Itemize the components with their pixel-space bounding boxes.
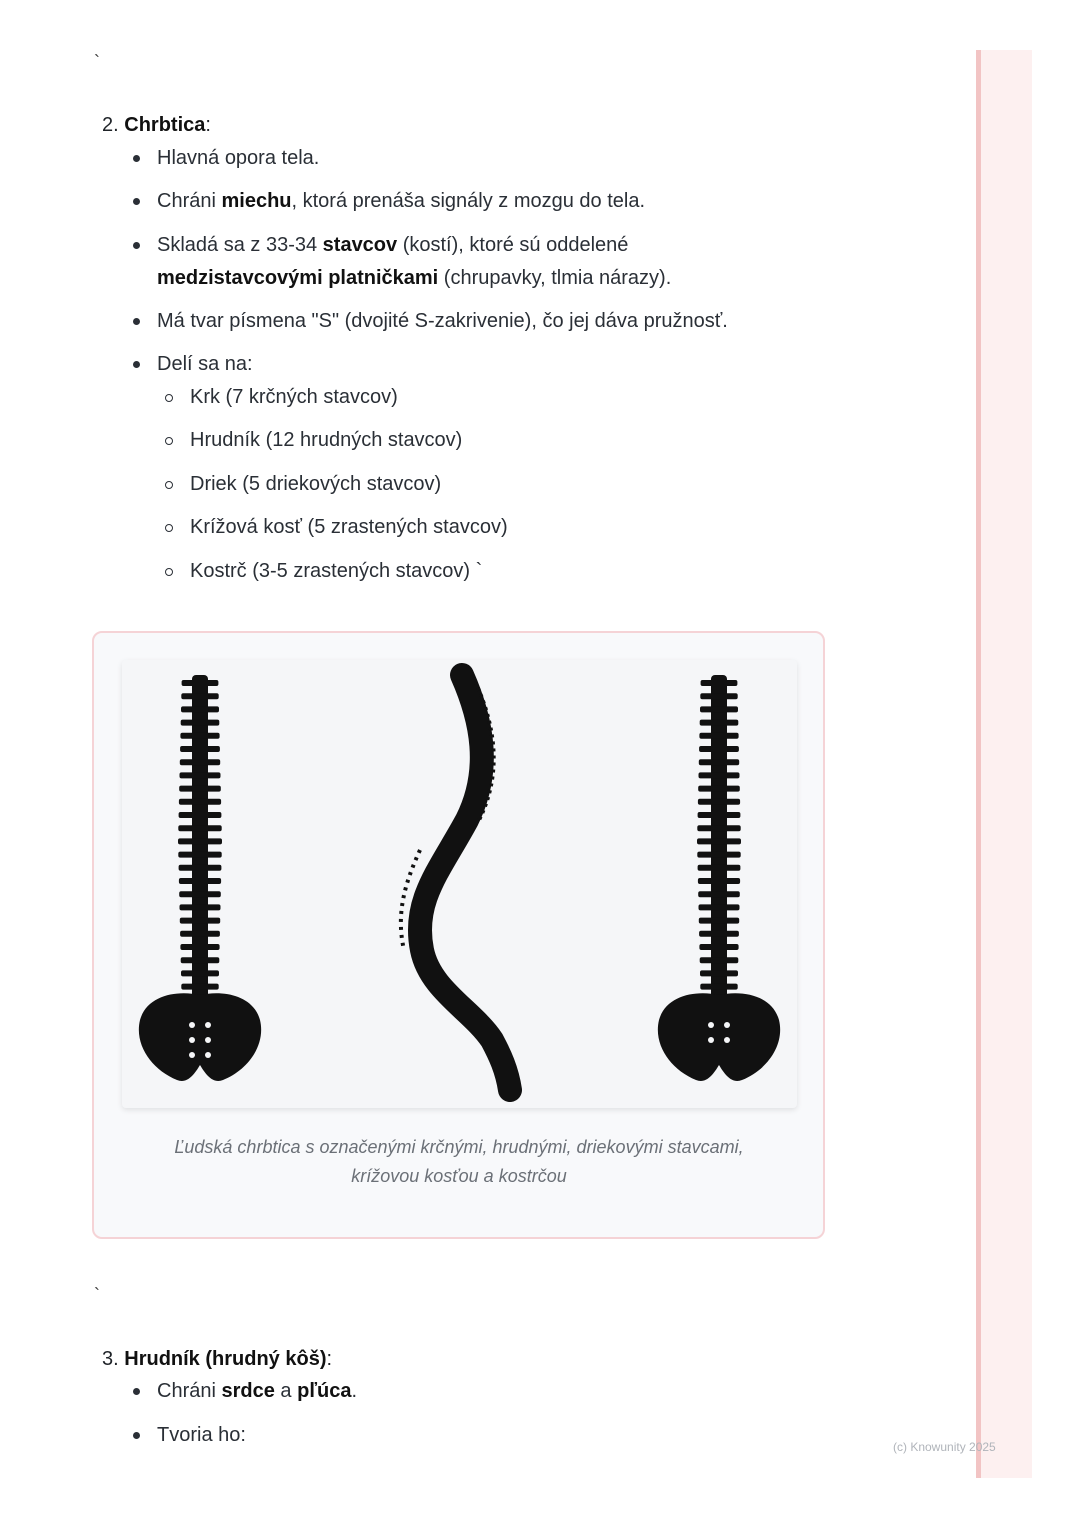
- section-title: Chrbtica: [124, 114, 206, 136]
- sub-list-item: Kostrč (3-5 zrastených stavcov) `: [190, 560, 483, 582]
- list-item-text: (kostí), ktoré sú oddelené: [397, 234, 629, 256]
- list-item: [157, 142, 857, 175]
- list-item: [157, 229, 857, 295]
- section-title: Hrudník (hrudný kôš): [124, 1348, 327, 1370]
- bullet-dot: [133, 155, 140, 162]
- list-item-text: .: [351, 1380, 358, 1402]
- list-item-bold: srdce: [221, 1380, 275, 1402]
- section-colon: :: [326, 1348, 333, 1370]
- list-item-text: Chráni: [157, 1380, 222, 1402]
- list-item-bold: miechu: [221, 190, 292, 212]
- list-item-bold: medzistavcovými platničkami: [157, 267, 439, 289]
- list-item-text: Má tvar písmena "S" (dvojité S-zakrivenie), čo jej dáva pružnosť.: [157, 310, 728, 332]
- sub-list-item: Krížová kosť (5 zrastených stavcov): [190, 516, 508, 538]
- spine-illustration: [122, 660, 797, 1108]
- list-item-text: Skladá sa z 33-34: [157, 234, 323, 256]
- bullet-dot: [133, 318, 140, 325]
- list-item-bold: stavcov: [322, 234, 398, 256]
- sub-bullet-circle: [165, 481, 173, 489]
- section-heading-chrbtica: [102, 112, 211, 138]
- list-item: [157, 305, 857, 338]
- list-item: [157, 1375, 857, 1408]
- margin-strip: [976, 50, 1032, 1478]
- list-item-text: Delí sa na:: [157, 353, 253, 375]
- sub-list-item: Driek (5 driekových stavcov): [190, 473, 442, 495]
- watermark: (c) Knowunity 2025: [893, 1440, 996, 1454]
- sub-list-item: Hrudník (12 hrudných stavcov): [190, 429, 463, 451]
- bullet-dot: [133, 1432, 140, 1439]
- section-number: 2.: [102, 114, 119, 136]
- list-item-text: Hlavná opora tela.: [157, 147, 320, 169]
- figure-caption: [120, 1133, 798, 1191]
- backtick-middle: `: [94, 1285, 100, 1305]
- section-heading-hrudnik: [102, 1346, 332, 1372]
- bullet-dot: [133, 1388, 140, 1395]
- sub-bullet-circle: [165, 394, 173, 402]
- spine-side-view-icon: [401, 675, 510, 1090]
- list-item-text: (chrupavky, tlmia nárazy).: [438, 267, 672, 289]
- sub-bullet-circle: [165, 437, 173, 445]
- list-item-text: , ktorá prenáša signály z mozgu do tela.: [291, 190, 646, 212]
- caption-line: krížovou kosťou a kostrčou: [351, 1166, 567, 1186]
- bullet-dot: [133, 198, 140, 205]
- section-number: 3.: [102, 1348, 119, 1370]
- sub-list-item: Krk (7 krčných stavcov): [190, 386, 398, 408]
- list-item-bold: pľúca: [297, 1380, 352, 1402]
- list-item-text: a: [274, 1380, 298, 1402]
- sub-bullet-circle: [165, 524, 173, 532]
- bullet-dot: [133, 361, 140, 368]
- list-item-text: Tvoria ho:: [157, 1424, 246, 1446]
- list-item-text: Chráni: [157, 190, 222, 212]
- sub-bullet-circle: [165, 568, 173, 576]
- caption-line: Ľudská chrbtica s označenými krčnými, hrudnými, driekovými stavcami,: [174, 1137, 744, 1157]
- list-item: [157, 185, 857, 218]
- backtick-top: `: [94, 52, 100, 72]
- list-item: [157, 1419, 857, 1452]
- list-item: [157, 348, 857, 381]
- bullet-dot: [133, 242, 140, 249]
- section-colon: :: [205, 114, 211, 136]
- margin-line: [976, 50, 981, 1478]
